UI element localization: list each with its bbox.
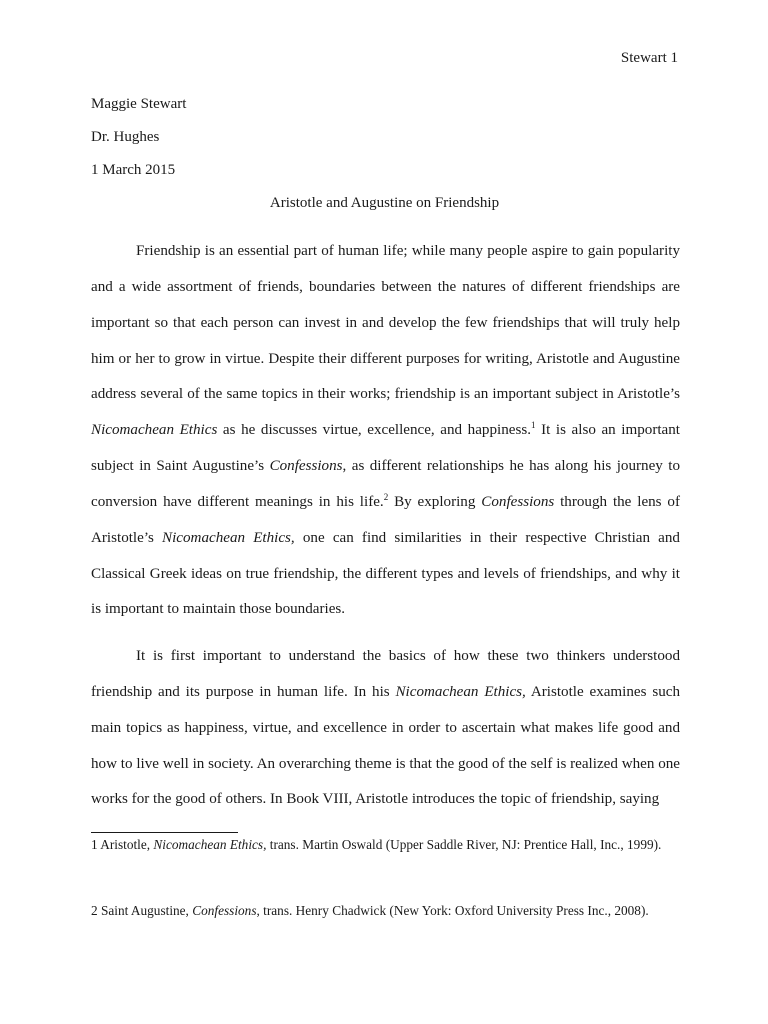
book-title-italic: Confessions xyxy=(192,903,257,918)
book-title-italic: Nicomachean Ethics, xyxy=(153,837,267,852)
footnote-text: , trans. Henry Chadwick (New York: Oxford University Press Inc., 2008). xyxy=(256,903,649,918)
instructor-name: Dr. Hughes xyxy=(91,129,160,145)
paragraph-text: Friendship is an essential part of human life; while many people aspire to gain popularity and a wide assortment of friends, boundaries between the natures of different friendships are important so that each person can invest in and develop the few friendships that will truly help him or her to grow in virtue. Despite their different purposes for writing, Aristotle and Augustine address several of the same topics in their works; friendship is an important subject in Aristotle’s xyxy=(91,243,680,403)
body-paragraph-1 xyxy=(91,234,680,628)
book-title-italic: Nicomachean Ethics xyxy=(91,422,218,439)
footnote-2 xyxy=(91,901,681,921)
submission-date: 1 March 2015 xyxy=(91,162,176,178)
paragraph-text: , as different relationships he has along his journey to conversion have different meanings in his life. xyxy=(91,458,680,510)
book-title-italic: Nicomachean Ethics, xyxy=(162,529,295,546)
footnote-text: trans. Martin Oswald (Upper Saddle River, NJ: Prentice Hall, Inc., 1999). xyxy=(266,837,662,852)
paragraph-text: as he discusses virtue, excellence, and happiness. xyxy=(217,422,531,439)
footnote-text: 1 Aristotle, xyxy=(91,837,154,852)
footnote-marker-1: 1 xyxy=(530,420,536,431)
paragraph-text: one can find similarities in their respective Christian and Classical Greek ideas on true friendship, the different types and levels of friendships, and why it is important to maintain those boundaries. xyxy=(91,529,680,618)
footnote-marker-2: 2 xyxy=(383,491,389,502)
paragraph-text: It is also an important subject in Saint Augustine’s xyxy=(91,422,680,475)
author-name: Maggie Stewart xyxy=(91,96,187,112)
paper-title: Aristotle and Augustine on Friendship xyxy=(269,195,500,211)
book-title-italic: Confessions xyxy=(481,493,555,510)
paragraph-text: It is first important to understand the basics of how these two thinkers understood friendship and its purpose in human life. In his xyxy=(91,648,680,700)
paragraph-text: through the lens of Aristotle’s xyxy=(91,493,680,546)
book-title-italic: Confessions xyxy=(269,458,343,475)
footnote-text: 2 Saint Augustine, xyxy=(91,903,193,918)
footnote-separator xyxy=(91,832,238,833)
body-paragraph-2 xyxy=(91,639,680,818)
paragraph-text: By exploring xyxy=(388,493,482,510)
footnote-1 xyxy=(91,835,681,855)
paragraph-text: Aristotle examines such main topics as happiness, virtue, and excellence in order to ascertain what makes life good and how to live well in society. An overarching theme is that the good of the self is realized when one works for the good of others. In Book VIII, Aristotle introduces the topic of friendship, saying xyxy=(91,683,680,808)
running-head: Stewart 1 xyxy=(620,50,678,66)
book-title-italic: Nicomachean Ethics, xyxy=(395,683,526,700)
